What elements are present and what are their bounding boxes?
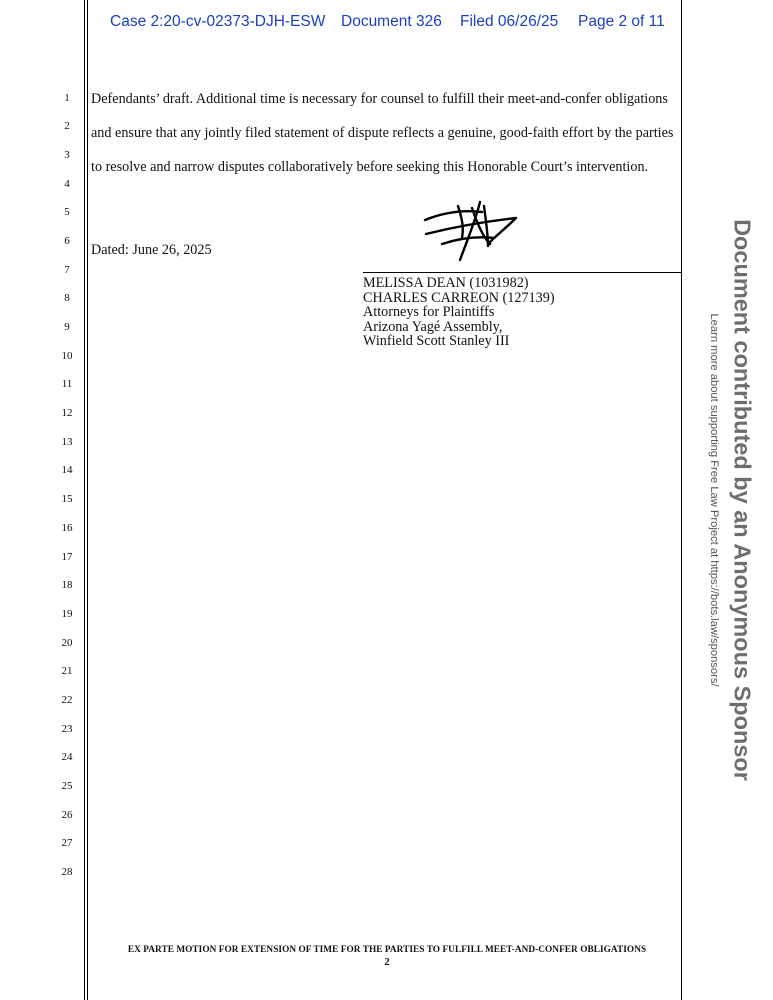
line-number: 15 [61, 493, 73, 505]
signature-block [363, 276, 555, 349]
dated-line: Dated: June 26, 2025 [91, 242, 212, 258]
line-number: 18 [61, 579, 73, 591]
left-margin-rule-outer [84, 0, 85, 1000]
line-number: 11 [61, 378, 73, 390]
left-margin-rule-inner [87, 0, 88, 1000]
handwritten-signature [420, 198, 520, 266]
line-number: 19 [61, 608, 73, 620]
attorney-name-2: CHARLES CARREON (127139) [363, 289, 555, 306]
line-number: 14 [61, 464, 73, 476]
footer-page-number: 2 [384, 957, 390, 968]
watermark-subtitle: Learn more about supporting Free Law Project at https://bots.law/sponsors/ [708, 313, 720, 687]
line-number: 7 [64, 264, 70, 276]
line-number: 28 [61, 866, 73, 878]
document-number: Document 326 [341, 13, 442, 30]
line-number: 25 [61, 780, 73, 792]
line-number: 4 [64, 178, 70, 190]
line-number: 17 [61, 551, 73, 563]
line-number: 1 [64, 92, 70, 104]
line-number: 23 [61, 723, 73, 735]
line-number: 27 [61, 837, 73, 849]
line-number: 3 [64, 149, 70, 161]
line-number: 21 [61, 665, 73, 677]
paragraph-line-3: to resolve and narrow disputes collaboratively before seeking this Honorable Court’s intervention. [91, 159, 649, 175]
line-number: 5 [64, 206, 70, 218]
footer-title: EX PARTE MOTION FOR EXTENSION OF TIME FOR THE PARTIES TO FULFILL MEET-AND-CONFER OBLIGATIONS [127, 945, 647, 955]
case-number: Case 2:20-cv-02373-DJH-ESW [110, 13, 326, 30]
right-margin-rule [681, 0, 682, 1000]
line-number: 26 [61, 809, 73, 821]
attorney-name-1: MELISSA DEAN (1031982) [363, 275, 529, 291]
document-footer [92, 945, 682, 968]
line-number: 20 [61, 637, 73, 649]
line-number: 9 [64, 321, 70, 333]
line-number: 24 [61, 751, 73, 763]
client-2: Winfield Scott Stanley III [363, 333, 510, 349]
watermark-title: Document contributed by an Anonymous Sponsor [729, 219, 756, 781]
line-number: 22 [61, 694, 73, 706]
attorneys-for: Attorneys for Plaintiffs [363, 304, 495, 320]
filed-date: Filed 06/26/25 [460, 13, 559, 30]
line-number: 16 [61, 522, 73, 534]
line-number: 2 [64, 120, 70, 132]
ecf-header [0, 13, 773, 35]
page-of-total: Page 2 of 11 [578, 13, 665, 30]
line-number: 13 [61, 436, 73, 448]
line-number: 12 [61, 407, 73, 419]
signature-line [363, 272, 681, 273]
line-number: 8 [64, 292, 70, 304]
line-number: 6 [64, 235, 70, 247]
line-number: 10 [61, 350, 73, 362]
paragraph-line-2: and ensure that any jointly filed statement of dispute reflects a genuine, good-faith effort by the parties [91, 125, 674, 141]
client-1: Arizona Yagé Assembly, [363, 318, 503, 335]
paragraph-line-1: Defendants’ draft. Additional time is necessary for counsel to fulfill their meet-and-confer obligations [91, 91, 668, 107]
